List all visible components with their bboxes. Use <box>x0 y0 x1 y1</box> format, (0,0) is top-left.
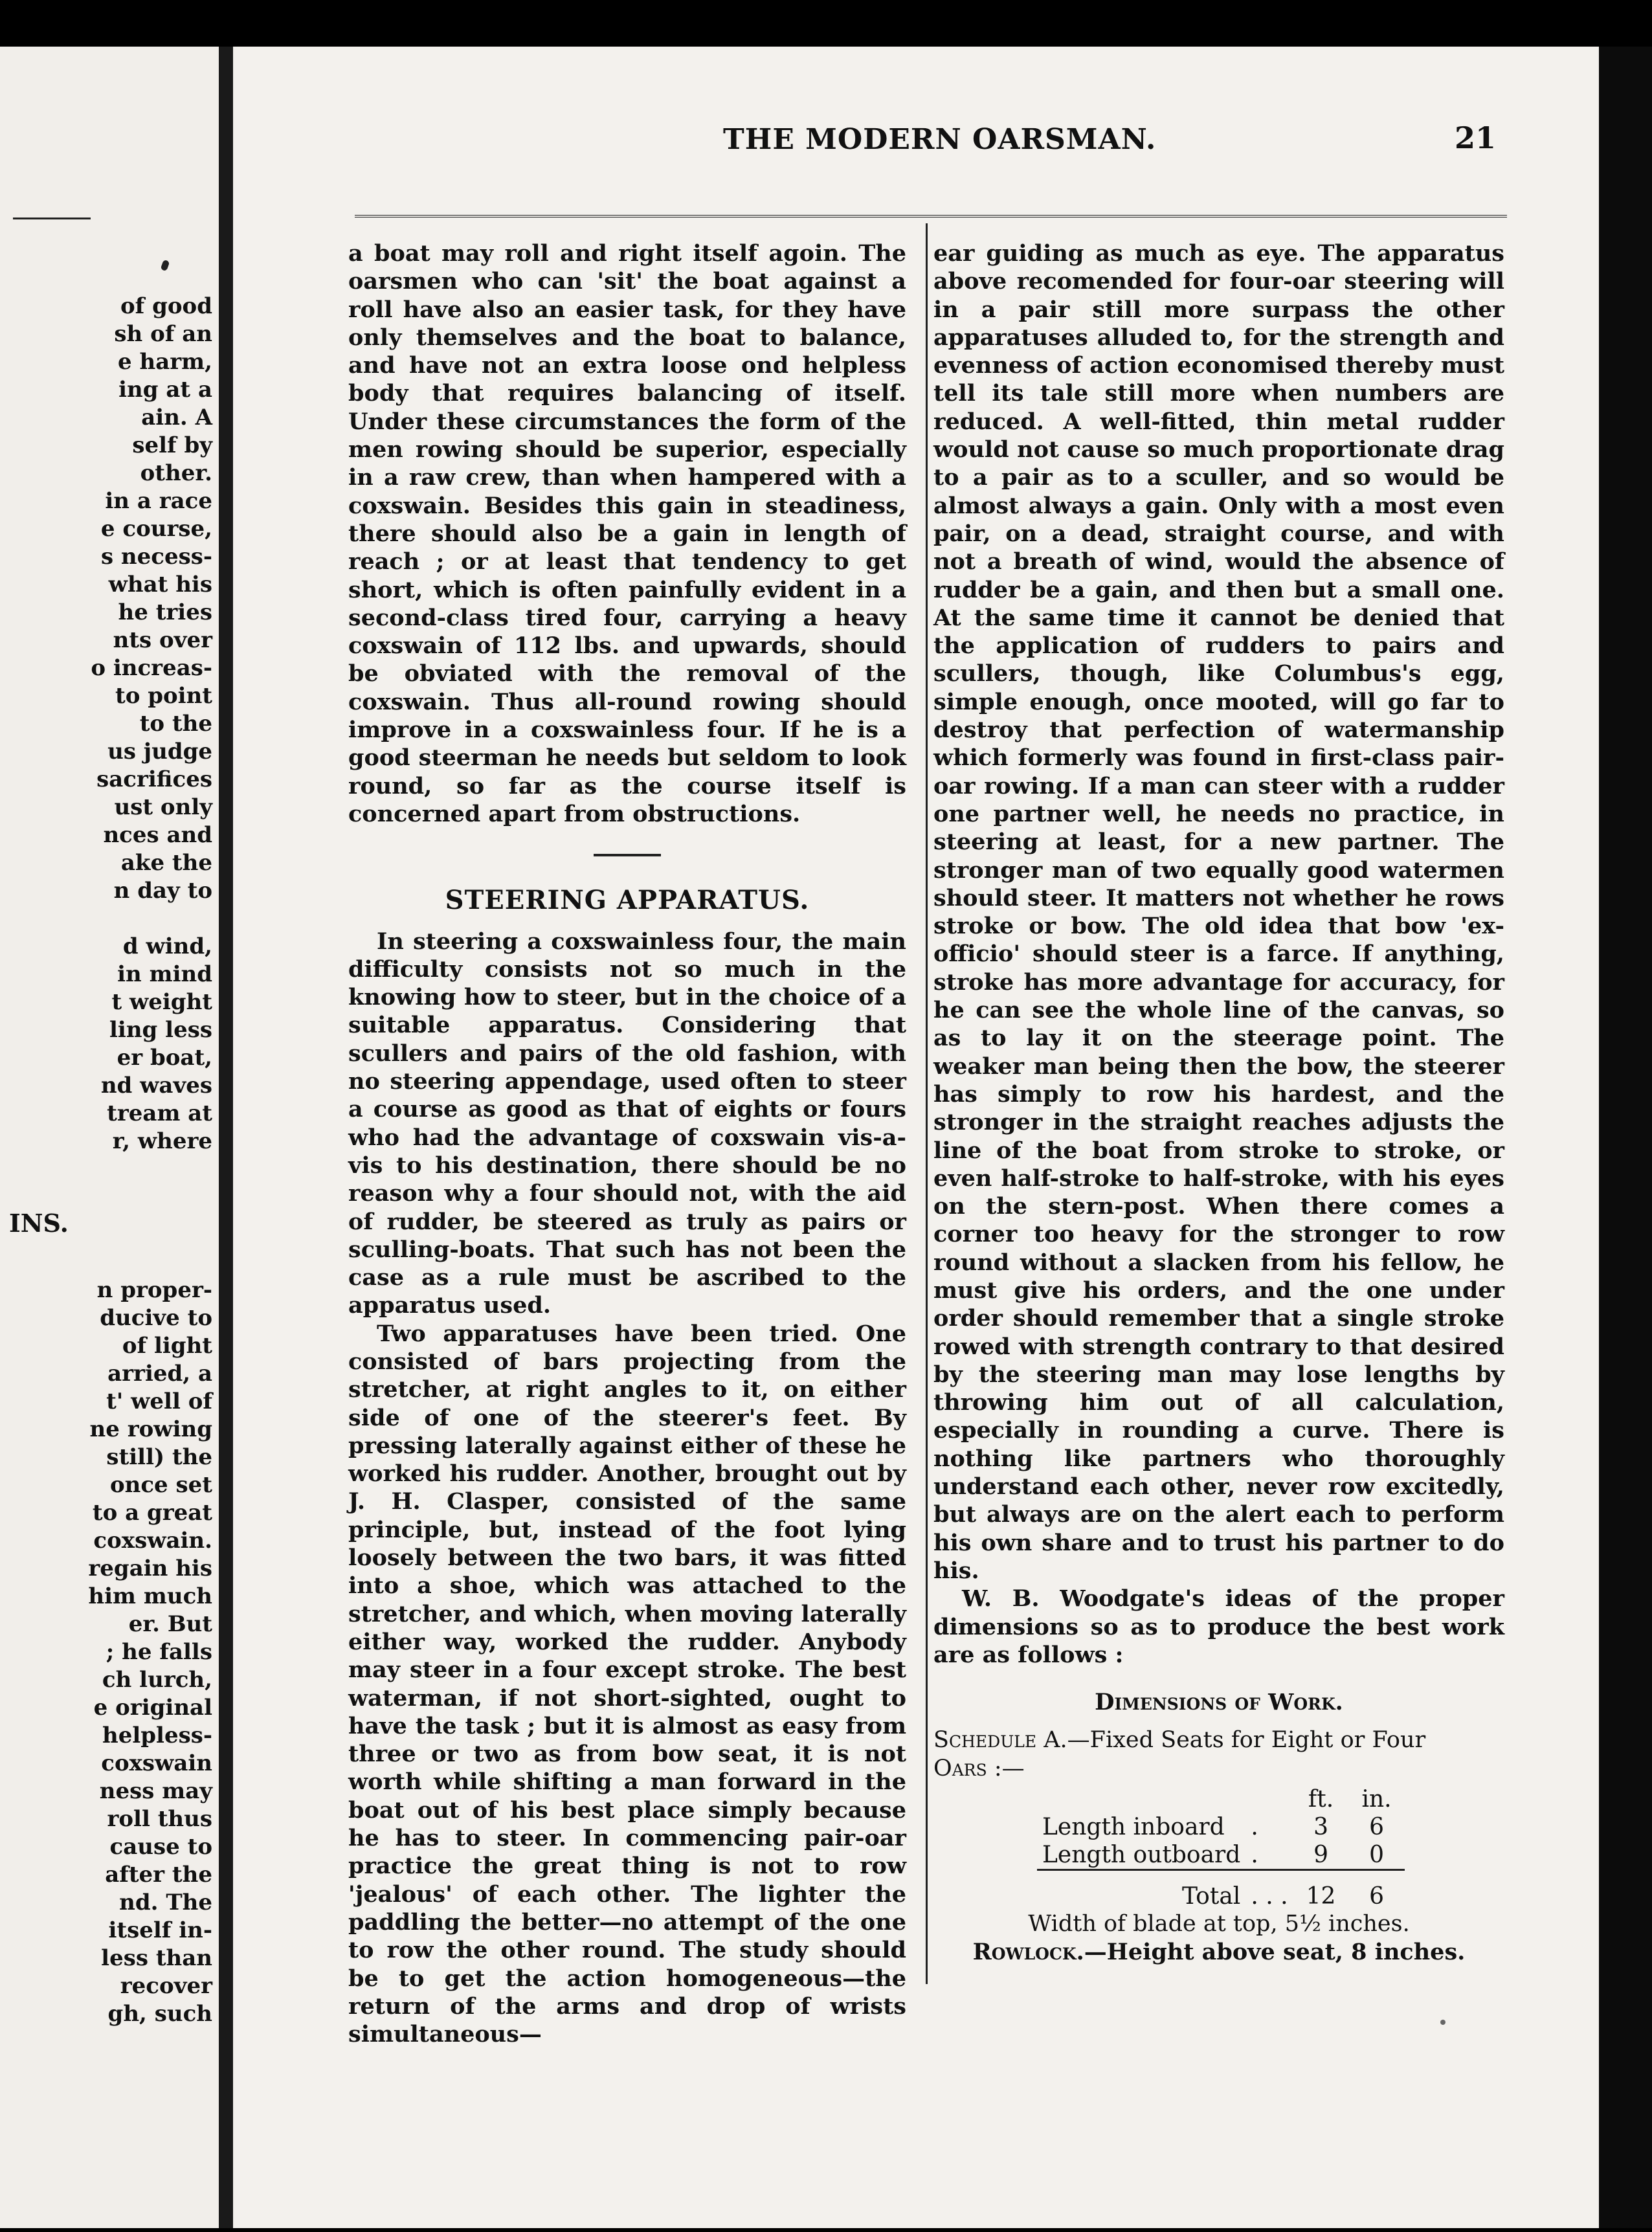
column-rule <box>926 223 928 1984</box>
paragraph: W. B. Woodgate's ideas of the proper dimensions so as to produce the best work are as follows : <box>933 1585 1504 1668</box>
left-page-line: sh of an <box>114 321 212 347</box>
left-page-line: regain his <box>88 1556 212 1581</box>
blade-width: Width of blade at top, 5½ inches. <box>1028 1911 1410 1937</box>
left-page-line: he tries <box>118 599 212 625</box>
total-label: Total <box>1037 1870 1245 1911</box>
left-page-line: ness may <box>99 1778 212 1804</box>
row-dot: . <box>1251 1842 1258 1869</box>
row-in: 0 <box>1369 1842 1384 1869</box>
row-ft: 3 <box>1313 1814 1328 1841</box>
row-label: Length inboard <box>1042 1814 1225 1841</box>
row-in: 6 <box>1369 1814 1384 1841</box>
left-page-line: ust only <box>114 794 212 820</box>
rowlock-line <box>933 1938 1504 1967</box>
column-right <box>933 240 1504 1967</box>
row-label: Length outboard <box>1042 1842 1241 1869</box>
left-page-line: us judge <box>107 739 212 764</box>
left-page-line: tream at <box>107 1100 212 1126</box>
left-page-line: d wind, <box>122 933 212 959</box>
section-divider <box>594 854 661 856</box>
left-page-line: in mind <box>117 961 212 987</box>
total-dots: . . . <box>1245 1870 1293 1911</box>
left-page-line: ; he falls <box>106 1639 212 1665</box>
left-page-line: er. But <box>128 1611 212 1637</box>
section-title: STEERING APPARATUS. <box>445 885 810 916</box>
row-dot: . <box>1251 1814 1258 1841</box>
left-page-line: other. <box>140 460 212 486</box>
left-page-line: him much <box>88 1583 212 1609</box>
schedule-text: —Fixed Seats for Eight or Four <box>1067 1727 1426 1754</box>
paragraph: Two apparatuses have been tried. One consisted of bars projecting from the stretcher, at right angles to it, on either side of one of the steerer's feet. By pressing laterally against either of these he worked his rudder. Another, brought out by J. H. Clasper, consisted of the same principle, but, instead of the foot lying loosely between the two bars, it was fitted into a shoe, which was attached to the stretcher, and which, when moving laterally either way, worked the rudder. Anybody may steer in a four except stroke. The best waterman, if not short-sighted, ought to have the task ; but it is almost as easy from three or two as from bow seat, it is not worth while shifting a man forward in the boat out of his best place simply because he has to steer. In commencing pair-oar practice the great thing is not to row 'jealous' of each other. The lighter the paddling the better—no attempt of the one to row the other round. The study should be to get the action homogeneous—the return of the arms and drop of wrists simultaneous— <box>348 1320 906 2048</box>
left-page-line: o increas- <box>91 655 212 681</box>
column-left <box>348 240 906 2048</box>
header-rule <box>355 215 1507 218</box>
schedule-line <box>933 1726 1504 1754</box>
left-page-line: self by <box>132 432 212 458</box>
paragraph: In steering a coxswainless four, the main difficulty consists not so much in the knowing how to steer, but in the choice of a suitable apparatus. Considering that scullers and pairs of the old fashion, with no steering appendage, used often to steer a course as good as that of eights or fours who had the advantage of coxswain vis-a-vis to his destination, there should be no reason why a four should not, with the aid of rudder, be steered as truly as pairs or sculling-boats. That such has not been the case as a rule must be ascribed to the apparatus used. <box>348 928 906 1319</box>
left-page-line: arried, a <box>107 1361 212 1387</box>
left-page-line: cause to <box>109 1834 212 1860</box>
left-page-line: itself in- <box>108 1917 212 1943</box>
left-page-line: r, where <box>112 1128 212 1154</box>
left-page-line: e harm, <box>118 349 212 375</box>
rowlock-text: —Height above seat, 8 inches. <box>1084 1939 1466 1966</box>
left-page-line: what his <box>108 572 212 597</box>
left-page-line: helpless- <box>102 1723 212 1748</box>
left-page-line: s necess- <box>100 544 212 570</box>
left-page-line: n day to <box>113 878 212 904</box>
page-edge <box>1599 47 1652 2228</box>
left-page-line: ne rowing <box>89 1416 212 1442</box>
left-page-heading: INS. <box>9 1209 69 1238</box>
total-in: 6 <box>1349 1870 1405 1911</box>
left-page-rule <box>13 218 91 219</box>
left-page-line: of light <box>122 1333 212 1359</box>
left-page-line: in a race <box>105 488 212 514</box>
page-number: 21 <box>1455 120 1497 155</box>
unit-in: in. <box>1361 1786 1392 1813</box>
left-page-line: nd. The <box>119 1890 212 1915</box>
table-row <box>1037 1841 1405 1870</box>
table-total-row <box>1037 1870 1405 1911</box>
left-page-line <box>0 905 219 933</box>
paragraph: a boat may roll and right itself agoin. The oarsmen who can 'sit' the boat against a roll have also an easier task, for they have only themselves and the boat to balance, and have not an extra loose ond helpless body that requires balancing of itself. Under these circumstances the form of the men rowing should be superior, especially in a raw crew, than when hampered with a coxswain. Besides this gain in steadiness, there should also be a gain in length of reach ; or at least that tendency to get short, which is often painfully evident in a second-class tired four, carrying a heavy coxswain of 112 lbs. and upwards, should be obviated with the removal of the coxswain. Thus all-round rowing should improve in a coxswainless four. If he is a good steerman he needs but seldom to look round, so far as the course itself is concerned apart from obstructions. <box>348 240 906 827</box>
left-page-line: ch lurch, <box>102 1667 212 1693</box>
left-page-line: coxswain <box>101 1750 212 1776</box>
left-page-line: ing at a <box>118 377 212 403</box>
table-title: Dimensions of Work. <box>1095 1689 1343 1716</box>
left-page-line: sacrifices <box>96 766 212 792</box>
left-page-line: t weight <box>111 989 212 1015</box>
left-page-line: gh, such <box>107 2001 212 2027</box>
left-page-line: nts over <box>113 627 212 653</box>
paragraph: ear guiding as much as eye. The apparatus above recomended for four-oar steering will in a pair still more surpass the other apparatuses alluded to, for the strength and evenness of action economised thereby must tell its tale still more when numbers are reduced. A well-fitted, thin metal rudder would not cause so much proportionate drag to a pair as to a sculler, and so would be almost always a gain. Only with a most even pair, on a dead, straight course, and with not a breath of wind, would the absence of rudder be a gain, and then but a small one. At the same time it cannot be denied that the application of rudders to pairs and scullers, though, like Columbus's egg, simple enough, once mooted, will go far to destroy that perfection of watermanship which formerly was found in first-class pair-oar rowing. If a man can steer with a rudder one partner well, he needs no practice, in steering at least, for a new partner. The stronger man of two equally good watermen should steer. It matters not whether he rows stroke or bow. The old idea that bow 'ex-officio' should steer is a farce. If anything, stroke has more advantage for accuracy, for he can see the whole line of the canvas, so as to lay it on the steerage point. The weaker man being then the bow, the steerer has simply to row his hardest, and the stronger in the straight reaches adjusts the line of the boat from stroke to stroke, or even half-stroke to half-stroke, with his eyes on the stern-post. When there comes a corner too heavy for the stronger to row round without a slacken from his fellow, he must give his orders, and the one under order should remember that a single stroke rowed with strength contrary to that desired by the steering man may lose lengths by throwing him out of all calculation, especially in rounding a curve. There is nothing like partners who thoroughly understand each other, never row excitedly, but always are on the alert each to perform his own share and to trust his partner to do his. <box>933 240 1504 1584</box>
table-header-row <box>1037 1785 1405 1813</box>
left-page-line: nd waves <box>100 1073 212 1099</box>
left-page-line: still) the <box>106 1444 212 1470</box>
left-page-text-lower <box>0 1277 219 2028</box>
left-page-line: less than <box>101 1945 212 1971</box>
left-page-line: after the <box>105 1862 212 1888</box>
left-page-line: e original <box>93 1695 212 1721</box>
left-page-line: n proper- <box>96 1277 212 1303</box>
left-page-line: ling less <box>109 1017 212 1043</box>
left-page-line: er boat, <box>117 1045 212 1071</box>
left-page <box>0 47 219 2228</box>
dimensions-table <box>1037 1785 1405 1910</box>
left-page-line: e course, <box>100 516 212 542</box>
left-page-line: ducive to <box>100 1305 212 1331</box>
running-title: THE MODERN OARSMAN. <box>723 123 1157 156</box>
schedule-label: Schedule A. <box>933 1727 1067 1754</box>
table-row <box>1037 1813 1405 1841</box>
left-page-line: to a great <box>92 1500 212 1526</box>
left-page-line: t' well of <box>106 1389 212 1414</box>
left-page-line: once set <box>109 1472 212 1498</box>
left-page-line: ain. A <box>141 405 212 430</box>
left-page-line: to the <box>139 711 212 737</box>
left-page-line: coxswain. <box>93 1528 212 1554</box>
row-ft: 9 <box>1313 1842 1328 1869</box>
left-page-text <box>0 293 219 1155</box>
rowlock-label: Rowlock. <box>972 1939 1084 1966</box>
ink-mark <box>1440 2020 1446 2025</box>
oars-label: Oars :— <box>933 1755 1025 1781</box>
left-page-line: recover <box>120 1973 212 1999</box>
left-page-line: of good <box>120 293 212 319</box>
left-page-line: nces and <box>103 822 212 848</box>
left-page-line: to point <box>115 683 212 709</box>
total-ft: 12 <box>1293 1870 1349 1911</box>
left-page-line: roll thus <box>107 1806 212 1832</box>
left-page-line: ake the <box>120 850 212 876</box>
unit-ft: ft. <box>1308 1786 1334 1813</box>
page-gutter <box>219 47 233 2228</box>
